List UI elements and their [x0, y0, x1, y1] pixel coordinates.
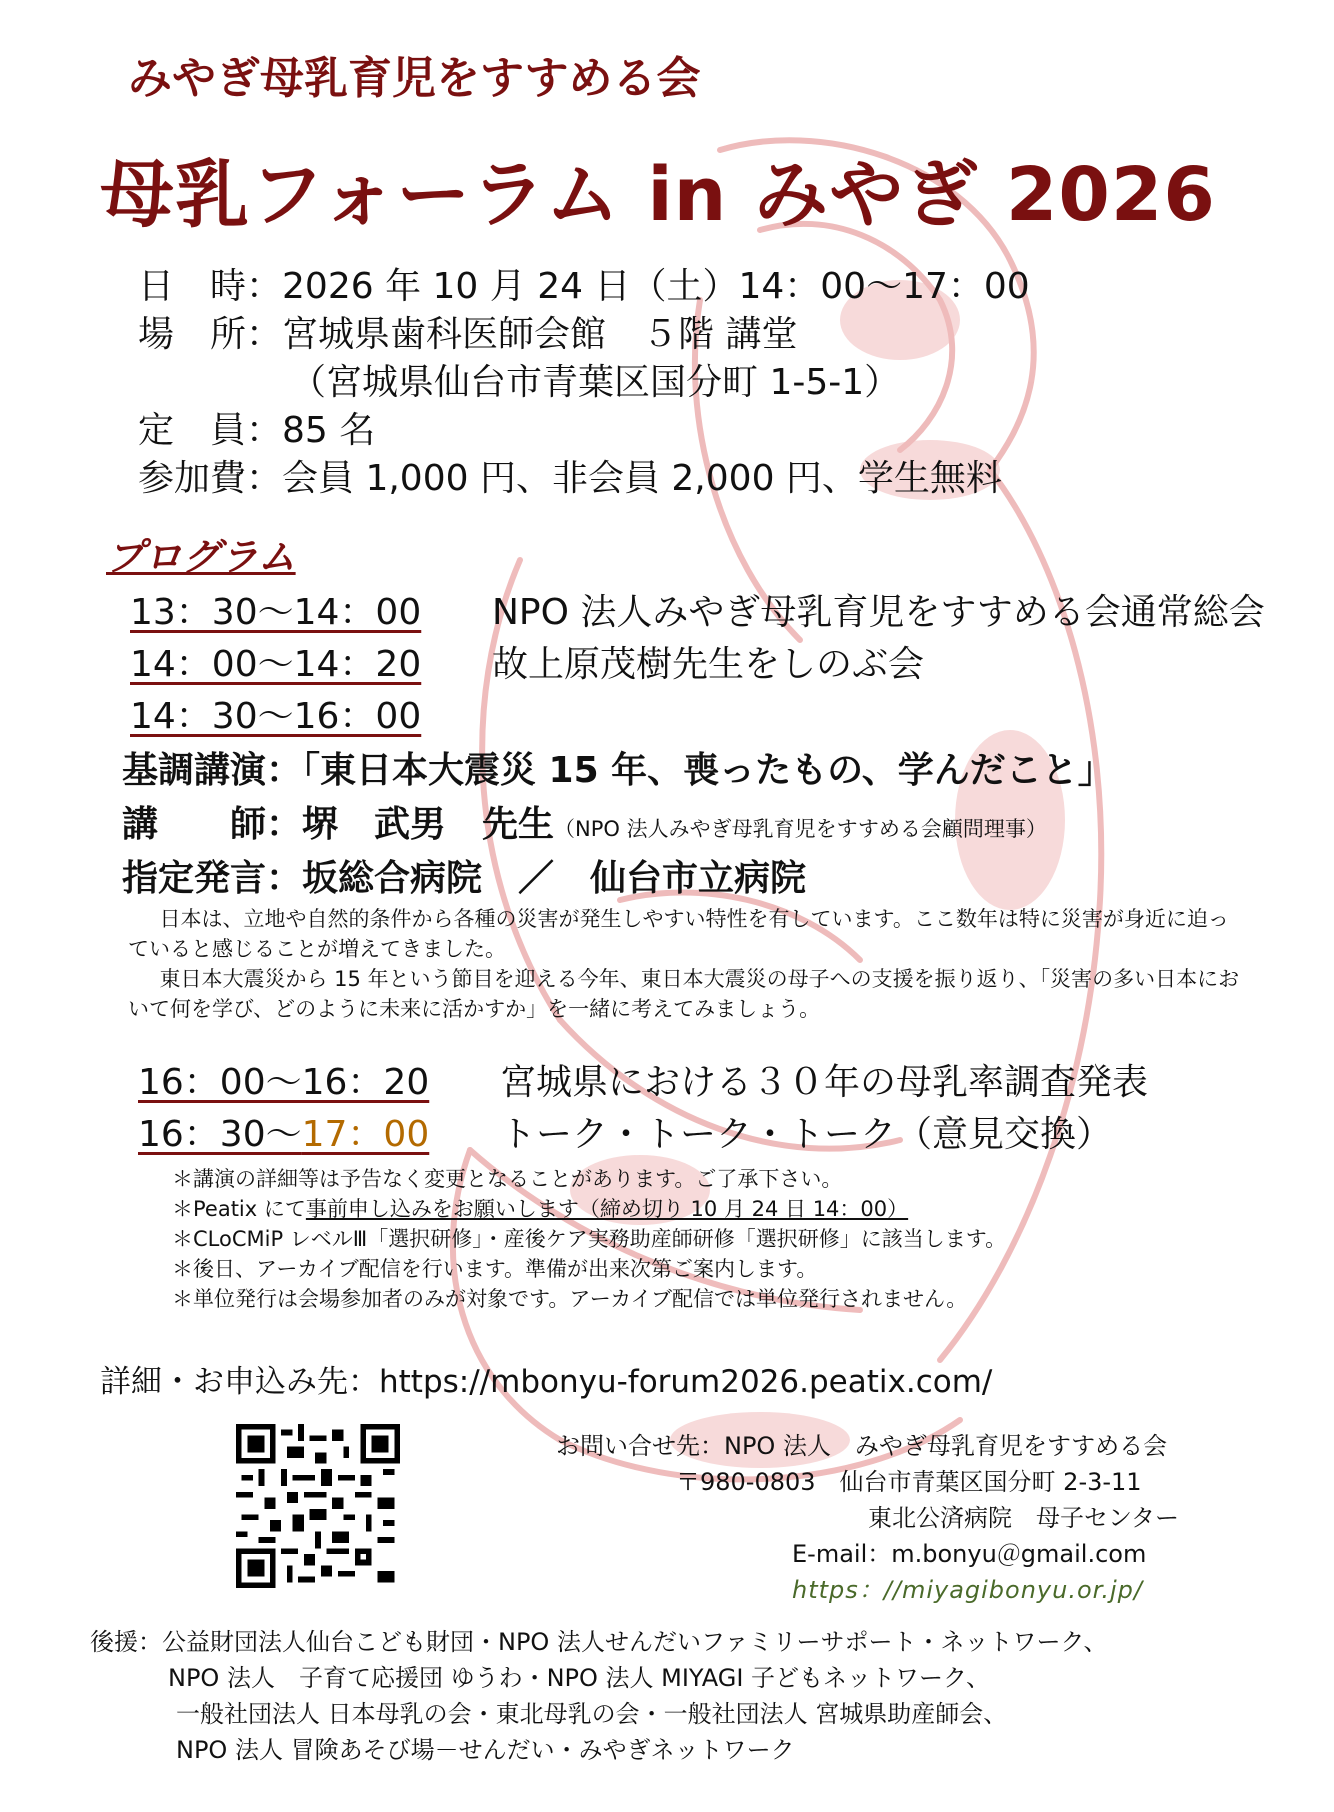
- program-text: NPO 法人みやぎ母乳育児をすすめる会通常総会: [492, 592, 1265, 633]
- designated-label: 指定発言：: [122, 858, 303, 899]
- designated-row: [122, 850, 806, 901]
- note-prefix: ＊Peatix にて: [172, 1197, 306, 1221]
- datetime-row: [138, 258, 1030, 309]
- description-paragraph: 日本は、立地や自然的条件から各種の災害が発生しやすい特性を有しています。ここ数年は特に災害が身近に迫っていると感じることが増えてきました。: [128, 907, 1229, 961]
- program-text: 故上原茂樹先生をしのぶ会: [492, 644, 925, 685]
- organization-name: みやぎ母乳育児をすすめる会: [128, 53, 701, 104]
- program-item: [130, 584, 1265, 635]
- designated-value: 坂総合病院 ／ 仙台市立病院: [302, 858, 807, 899]
- lecturer-row: [122, 796, 1047, 847]
- support-line: NPO 法人 冒険あそび場－せんだい・みやぎネットワーク: [176, 1736, 795, 1764]
- program-time-start: 16：30〜: [138, 1114, 302, 1155]
- contact-address: 〒980-0803 仙台市青葉区国分町 2-3-11: [676, 1468, 1142, 1496]
- capacity-label: 定 員：: [138, 410, 283, 451]
- place-row: [138, 306, 797, 357]
- contact-hospital: 東北公済病院 母子センター: [868, 1504, 1180, 1532]
- fee-label: 参加費：: [138, 458, 283, 499]
- program-heading: プログラム: [106, 535, 296, 579]
- program-item: [130, 688, 492, 739]
- lecturer-note: （NPO 法人みやぎ母乳育児をすすめる会顧問理事）: [554, 817, 1047, 841]
- program-time: 14：00〜14：20: [130, 644, 422, 685]
- note-item: ＊講演の詳細等は予告なく変更となることがあります。ご了承下さい。: [172, 1167, 843, 1191]
- support-line: NPO 法人 子育て応援団 ゆうわ・NPO 法人 MIYAGI 子どもネットワーク、: [168, 1664, 991, 1692]
- fee-row: [138, 450, 1002, 501]
- detail-link[interactable]: 詳細・お申込み先：https://mbonyu-forum2026.peatix.com/: [100, 1364, 993, 1400]
- program-time: 13：30〜14：00: [130, 592, 422, 633]
- program-time: 14：30〜16：00: [130, 696, 422, 737]
- lecturer-name: 堺 武男 先生: [302, 804, 555, 845]
- capacity-row: [138, 402, 375, 453]
- capacity-value: 85 名: [282, 410, 376, 451]
- contact-email[interactable]: E-mail：m.bonyu＠gmail.com: [792, 1540, 1147, 1568]
- contact-org: お問い合せ先：NPO 法人 みやぎ母乳育児をすすめる会: [556, 1432, 1168, 1460]
- notes-list: [172, 1164, 1006, 1314]
- place-address: （宮城県仙台市青葉区国分町 1-5-1）: [290, 362, 901, 403]
- datetime-value: 2026 年 10 月 24 日（土）14：00〜17：00: [282, 266, 1030, 307]
- keynote-label: 基調講演：: [122, 750, 303, 791]
- support-line: 後援：公益財団法人仙台こども財団・NPO 法人せんだいファミリーサポート・ネットワーク、: [90, 1628, 1108, 1656]
- qr-code[interactable]: [236, 1424, 400, 1588]
- place-value: 宮城県歯科医師会館 ５階 講堂: [282, 314, 798, 355]
- program-time: 16：00〜16：20: [138, 1062, 430, 1103]
- description-paragraph: 東日本大震災から 15 年という節目を迎える今年、東日本大震災の母子への支援を振り返り、「災害の多い日本において何を学び、どのように未来に活かすか」を一緒に考えてみましょう。: [128, 967, 1240, 1021]
- keynote-title: 「東日本大震災 15 年、喪ったもの、学んだこと」: [302, 750, 1114, 791]
- note-item: ＊後日、アーカイブ配信を行います。準備が出来次第ご案内します。: [172, 1257, 818, 1281]
- note-underlined: 事前申し込みをお願いします（締め切り 10 月 24 日 14：00）: [305, 1197, 909, 1221]
- program-item: [138, 1054, 1148, 1105]
- support-line: 一般社団法人 日本母乳の会・東北母乳の会・一般社団法人 宮城県助産師会、: [176, 1700, 1008, 1728]
- note-item: [172, 1194, 1006, 1224]
- note-item: ＊CLoCMiP レベルⅢ「選択研修」・産後ケア実務助産師研修「選択研修」に該当します。: [172, 1227, 1007, 1251]
- program-time-end: 17：00: [301, 1114, 430, 1155]
- keynote-row: [122, 742, 1114, 793]
- lecturer-label: 講 師：: [122, 804, 303, 845]
- note-item: ＊単位発行は会場参加者のみが対象です。アーカイブ配信では単位発行されません。: [172, 1287, 968, 1311]
- program-text: トーク・トーク・トーク（意見交換）: [500, 1114, 1113, 1155]
- place-label: 場 所：: [138, 314, 283, 355]
- program-item: [130, 636, 924, 687]
- program-time: [138, 1106, 500, 1157]
- datetime-label: 日 時：: [138, 266, 283, 307]
- program-text: 宮城県における３０年の母乳率調査発表: [500, 1062, 1149, 1103]
- page-title: 母乳フォーラム in みやぎ 2026: [100, 152, 1216, 238]
- fee-value: 会員 1,000 円、非会員 2,000 円、学生無料: [282, 458, 1002, 499]
- contact-website-link[interactable]: https：//miyagibonyu.or.jp/: [792, 1576, 1143, 1604]
- program-description: [128, 904, 1248, 1024]
- program-item: [138, 1106, 1112, 1157]
